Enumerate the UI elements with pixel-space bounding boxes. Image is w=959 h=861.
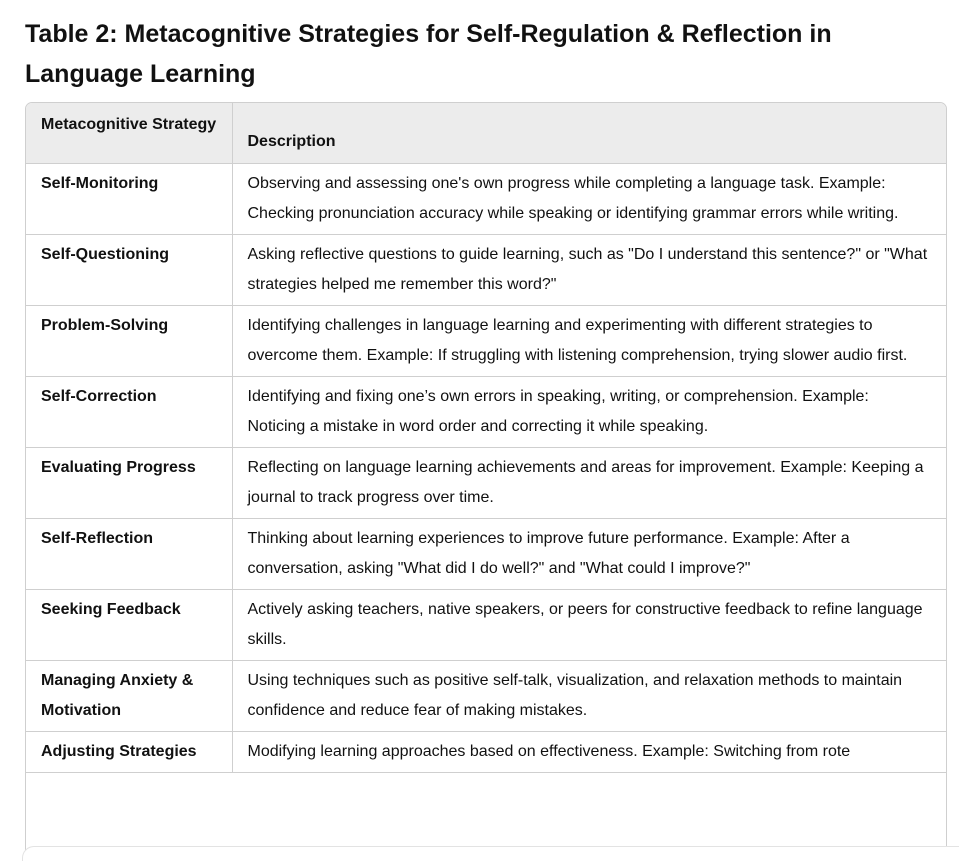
table-row (26, 234, 946, 305)
strategy-cell: Self-Reflection (26, 518, 232, 589)
strategy-cell: Evaluating Progress (26, 447, 232, 518)
table-row (26, 660, 946, 731)
table-row (26, 305, 946, 376)
strategy-cell: Seeking Feedback (26, 589, 232, 660)
strategy-cell: Self-Correction (26, 376, 232, 447)
strategy-table (26, 103, 946, 773)
strategy-cell: Managing Anxiety & Motivation (26, 660, 232, 731)
description-cell: Actively asking teachers, native speakers, or peers for constructive feedback to refine language skills. (232, 589, 946, 660)
description-cell: Identifying challenges in language learning and experimenting with different strategies to overcome them. Example: If struggling with listening comprehension, trying slower audio first. (232, 305, 946, 376)
header-strategy: Metacognitive Strategy (26, 103, 232, 163)
description-cell: Thinking about learning experiences to improve future performance. Example: After a conversation, asking "What did I do well?" and "What could I improve?" (232, 518, 946, 589)
table-row (26, 589, 946, 660)
strategy-table-container (25, 102, 947, 861)
bottom-overlay-panel (22, 846, 959, 861)
table-header-row (26, 103, 946, 163)
description-cell: Observing and assessing one's own progress while completing a language task. Example: Checking pronunciation accuracy while speaking or identifying grammar errors while writing. (232, 163, 946, 234)
description-cell: Asking reflective questions to guide learning, such as "Do I understand this sentence?" or "What strategies helped me remember this word?" (232, 234, 946, 305)
description-cell: Modifying learning approaches based on effectiveness. Example: Switching from rote (232, 731, 946, 772)
header-description: Description (232, 103, 946, 163)
strategy-cell: Problem-Solving (26, 305, 232, 376)
table-row (26, 376, 946, 447)
strategy-cell: Self-Questioning (26, 234, 232, 305)
table-row (26, 731, 946, 772)
description-cell: Identifying and fixing one’s own errors in speaking, writing, or comprehension. Example: Noticing a mistake in word order and correcting it while speaking. (232, 376, 946, 447)
table-title: Table 2: Metacognitive Strategies for Self-Regulation & Reflection in Language Learning (25, 20, 832, 88)
description-cell: Using techniques such as positive self-talk, visualization, and relaxation methods to maintain confidence and reduce fear of making mistakes. (232, 660, 946, 731)
table-row (26, 518, 946, 589)
table-row (26, 163, 946, 234)
strategy-cell: Adjusting Strategies (26, 731, 232, 772)
description-cell: Reflecting on language learning achievements and areas for improvement. Example: Keeping a journal to track progress over time. (232, 447, 946, 518)
strategy-cell: Self-Monitoring (26, 163, 232, 234)
table-row (26, 447, 946, 518)
